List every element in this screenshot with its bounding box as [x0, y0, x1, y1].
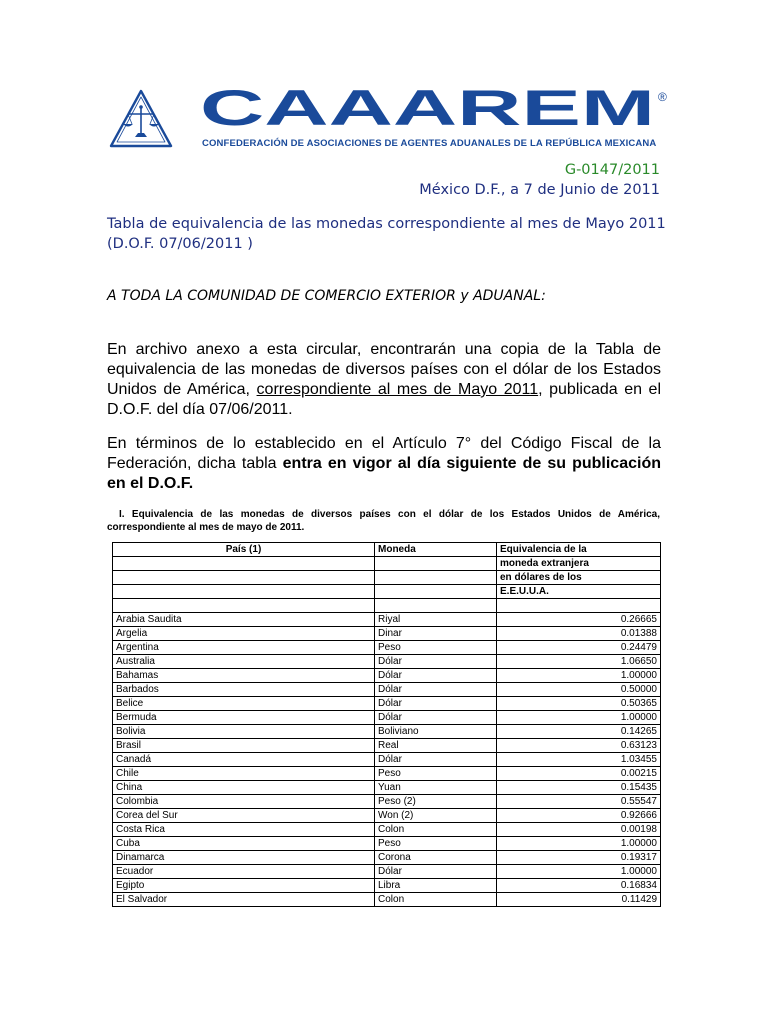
cell-currency: Riyal [375, 613, 497, 627]
cell-value: 0.50000 [497, 683, 661, 697]
table-row [113, 767, 661, 781]
cell-currency: Peso [375, 767, 497, 781]
cell-currency: Peso [375, 641, 497, 655]
cell-country: Chile [113, 767, 375, 781]
cell-country: Colombia [113, 795, 375, 809]
cell-currency: Dólar [375, 655, 497, 669]
caaarem-wordmark [200, 87, 670, 127]
cell-currency: Colon [375, 893, 497, 907]
cell-country: Canadá [113, 753, 375, 767]
cell-currency: Won (2) [375, 809, 497, 823]
cell-value: 0.63123 [497, 739, 661, 753]
header-currency: Moneda [375, 543, 497, 557]
cell-currency: Peso [375, 837, 497, 851]
cell-currency: Dólar [375, 711, 497, 725]
cell-currency: Corona [375, 851, 497, 865]
paragraph-validity-bold: entra en vigor al día siguiente de su publicación en el D.O.F. [107, 455, 661, 492]
table-row [113, 655, 661, 669]
table-row [113, 711, 661, 725]
currency-equivalence-table [112, 542, 661, 907]
table-row [113, 613, 661, 627]
header-equivalence-line-4: E.E.U.U.A. [497, 585, 661, 599]
table-header-row [113, 585, 661, 599]
paragraph-annex [107, 340, 661, 420]
cell-country: Argentina [113, 641, 375, 655]
cell-currency: Libra [375, 879, 497, 893]
table-row [113, 781, 661, 795]
header-equivalence-line-3: en dólares de los [497, 571, 661, 585]
cell-currency: Boliviano [375, 725, 497, 739]
table-spacer-row [113, 599, 661, 613]
cell-value: 0.92666 [497, 809, 661, 823]
circular-code: G-0147/2011 [564, 162, 660, 178]
cell-value: 1.06650 [497, 655, 661, 669]
cell-country: El Salvador [113, 893, 375, 907]
table-row [113, 739, 661, 753]
header-country: País (1) [113, 543, 375, 557]
cell-country: Belice [113, 697, 375, 711]
cell-currency: Peso (2) [375, 795, 497, 809]
table-row [113, 837, 661, 851]
table-row [113, 683, 661, 697]
paragraph-validity [107, 434, 661, 494]
table-caption-text: I. Equivalencia de las monedas de diversos países con el dólar de los Estados Unidos de América, correspondiente al mes de mayo de 2011. [107, 509, 660, 533]
cell-country: Bahamas [113, 669, 375, 683]
paragraph-validity-text: En términos de lo establecido en el Artículo 7° del Código Fiscal de la Federación, dicha tabla [107, 435, 661, 472]
cell-value: 1.03455 [497, 753, 661, 767]
cell-country: Brasil [113, 739, 375, 753]
table-header-row [113, 557, 661, 571]
document-title: Tabla de equivalencia de las monedas correspondiente al mes de Mayo 2011 (D.O.F. 07/06/2011 ) [107, 216, 666, 252]
cell-value: 0.11429 [497, 893, 661, 907]
cell-currency: Yuan [375, 781, 497, 795]
cell-country: Corea del Sur [113, 809, 375, 823]
cell-country: Arabia Saudita [113, 613, 375, 627]
cell-currency: Colon [375, 823, 497, 837]
cell-currency: Dólar [375, 697, 497, 711]
greeting: A TODA LA COMUNIDAD DE COMERCIO EXTERIOR y ADUANAL: [107, 288, 546, 304]
paragraph-annex-text: En archivo anexo a esta circular, encontrarán una copia de la Tabla de equivalencia de las monedas de diversos países con el dólar de los Estados Unidos de América, [107, 341, 661, 398]
table-row [113, 809, 661, 823]
caaarem-logo-icon [108, 88, 174, 150]
cell-value: 0.24479 [497, 641, 661, 655]
cell-country: Bermuda [113, 711, 375, 725]
table-row [113, 669, 661, 683]
table-row [113, 865, 661, 879]
cell-country: Bolivia [113, 725, 375, 739]
cell-country: Australia [113, 655, 375, 669]
cell-country: Egipto [113, 879, 375, 893]
table-row [113, 725, 661, 739]
cell-value: 1.00000 [497, 711, 661, 725]
cell-value: 1.00000 [497, 865, 661, 879]
table-row [113, 753, 661, 767]
table-row [113, 879, 661, 893]
table-header-row [113, 571, 661, 585]
cell-country: China [113, 781, 375, 795]
paragraph-annex-underlined: correspondiente al mes de Mayo 2011 [256, 381, 539, 398]
cell-value: 0.19317 [497, 851, 661, 865]
cell-country: Barbados [113, 683, 375, 697]
table-row [113, 627, 661, 641]
registered-mark: ® [658, 90, 667, 104]
cell-value: 0.50365 [497, 697, 661, 711]
table-row [113, 823, 661, 837]
cell-value: 1.00000 [497, 837, 661, 851]
table-header-row [113, 543, 661, 557]
cell-currency: Dinar [375, 627, 497, 641]
reference-block [419, 160, 660, 200]
cell-currency: Dólar [375, 865, 497, 879]
table-row [113, 851, 661, 865]
brand-name: CAAAREM [200, 87, 655, 127]
cell-currency: Dólar [375, 753, 497, 767]
cell-value: 0.00215 [497, 767, 661, 781]
cell-value: 0.26665 [497, 613, 661, 627]
header-equivalence-line-1: Equivalencia de la [497, 543, 661, 557]
cell-value: 0.15435 [497, 781, 661, 795]
cell-value: 0.00198 [497, 823, 661, 837]
table-row [113, 697, 661, 711]
cell-country: Costa Rica [113, 823, 375, 837]
cell-value: 0.01388 [497, 627, 661, 641]
cell-value: 0.55547 [497, 795, 661, 809]
header-equivalence-line-2: moneda extranjera [497, 557, 661, 571]
cell-value: 0.16834 [497, 879, 661, 893]
cell-currency: Real [375, 739, 497, 753]
cell-value: 0.14265 [497, 725, 661, 739]
table-row [113, 893, 661, 907]
cell-country: Ecuador [113, 865, 375, 879]
cell-currency: Dólar [375, 683, 497, 697]
table-row [113, 795, 661, 809]
place-date: México D.F., a 7 de Junio de 2011 [419, 182, 660, 198]
paragraph-annex-end: , publicada en el D.O.F. del día 07/06/2011. [107, 381, 662, 418]
table-caption [107, 508, 660, 534]
cell-currency: Dólar [375, 669, 497, 683]
letterhead-subtitle: CONFEDERACIÓN DE ASOCIACIONES DE AGENTES ADUANALES DE LA REPÚBLICA MEXICANA [202, 138, 657, 149]
cell-value: 1.00000 [497, 669, 661, 683]
cell-country: Cuba [113, 837, 375, 851]
cell-country: Dinamarca [113, 851, 375, 865]
table-row [113, 641, 661, 655]
cell-country: Argelia [113, 627, 375, 641]
